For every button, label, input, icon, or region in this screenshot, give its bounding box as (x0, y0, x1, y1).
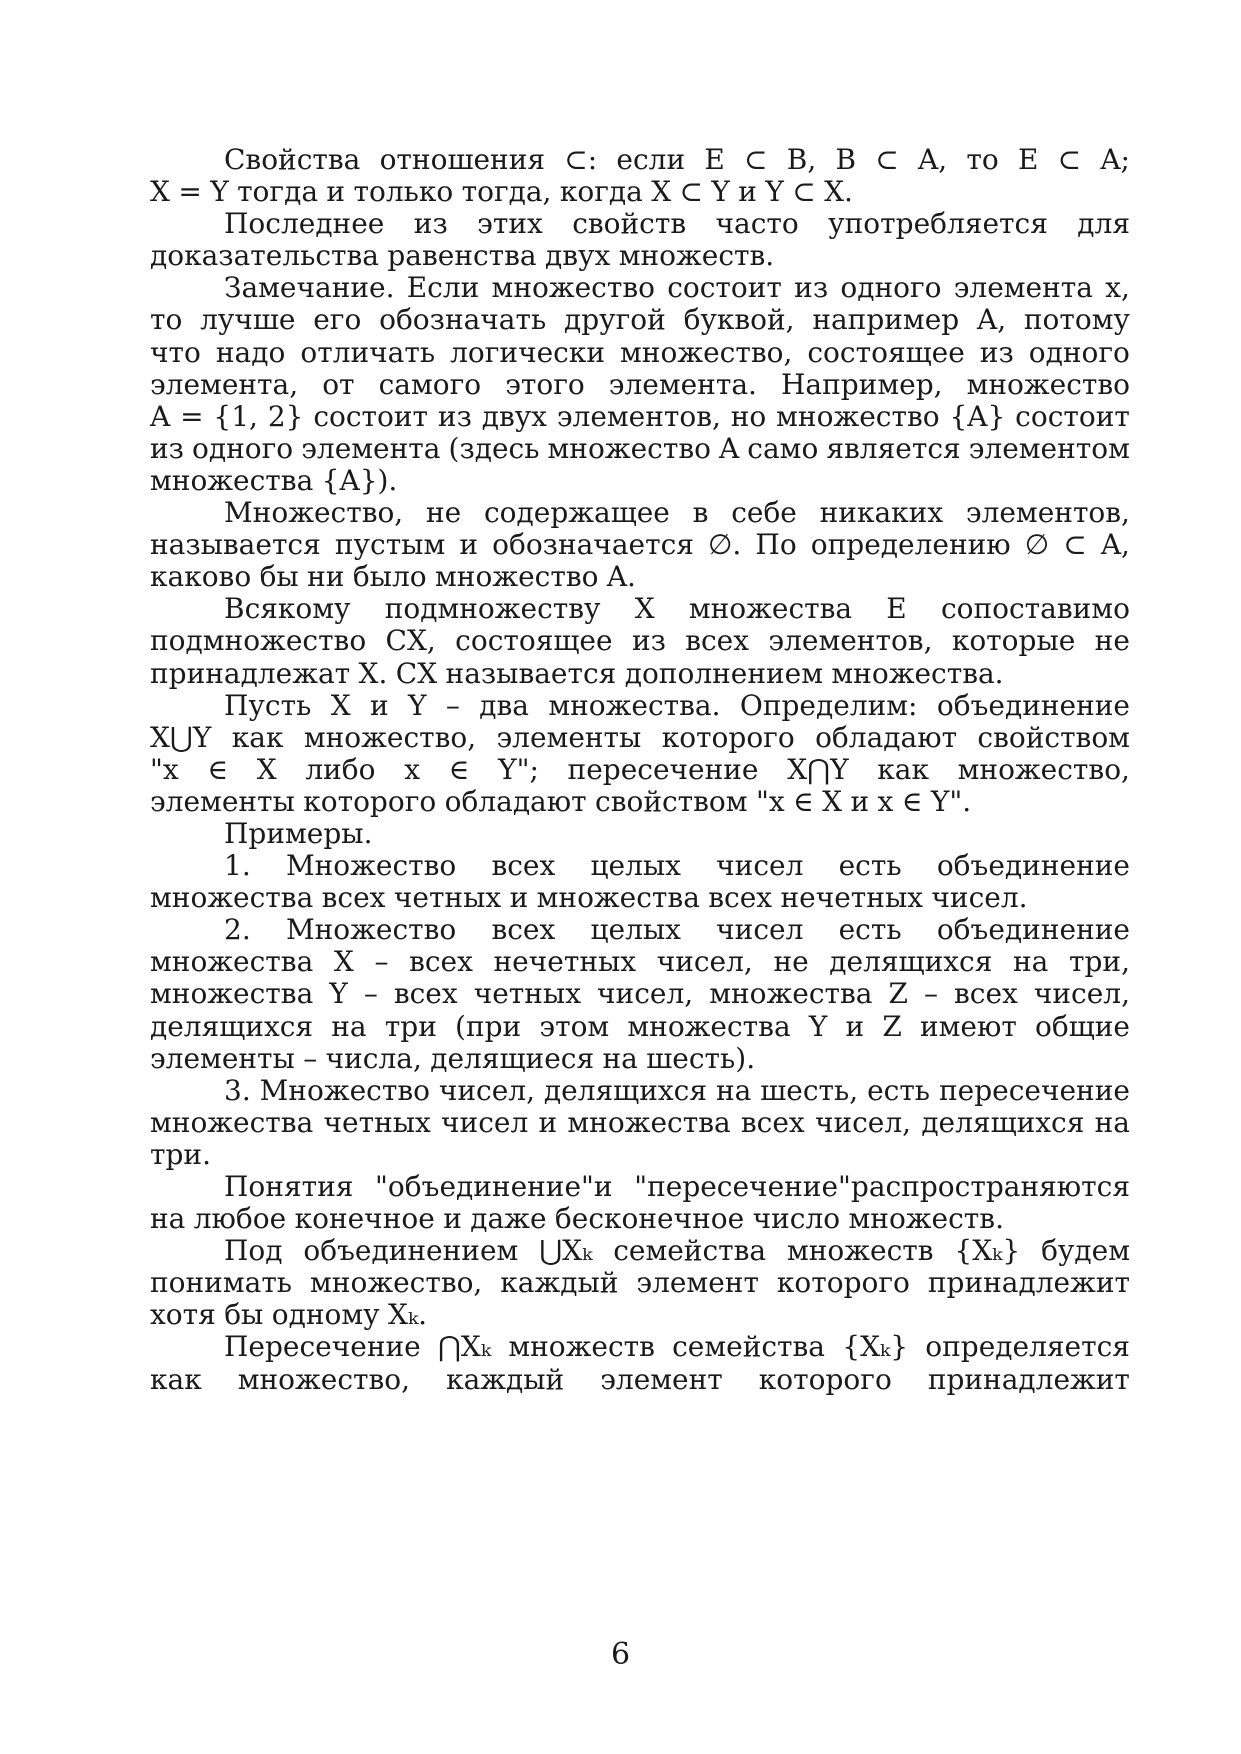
text-line: называется пустым и обозначается ∅. По определению ∅ ⊂ A, (150, 528, 1130, 562)
text-line: на любое конечное и даже бесконечное число множеств. (150, 1202, 1004, 1236)
text-line: из одного элемента (здесь множество A само является элементом (150, 431, 1130, 465)
text-line: 1. Множество всех целых чисел есть объединение (224, 849, 1130, 883)
text-line: Свойства отношения ⊂: если E ⊂ B, B ⊂ A, то E ⊂ A; (224, 143, 1130, 176)
text-line: Множество, не содержащее в себе никаких элементов, (224, 496, 1130, 530)
text-line: множества {A}). (150, 463, 398, 497)
text-line: "x ∈ X либо x ∈ Y"; пересечение X⋂Y как множество, (150, 752, 1130, 786)
text-line: Пересечение ⋂Xₖ множеств семейства {Xₖ} определяется (224, 1330, 1130, 1364)
text-line: подмножество CX, состоящее из всех элементов, которые не (150, 624, 1130, 658)
text-line: как множество, каждый элемент которого принадлежит (150, 1362, 1130, 1396)
text-line: каково бы ни было множество A. (150, 560, 636, 594)
text-line: Под объединением ⋃Xₖ семейства множеств {Xₖ} будем (224, 1234, 1130, 1268)
text-line: делящихся на три (при этом множества Y и Z имеют общие (150, 1009, 1130, 1043)
text-line: Примеры. (224, 816, 373, 850)
text-line: Всякому подмножеству X множества E сопоставимо (224, 592, 1130, 626)
text-line: доказательства равенства двух множеств. (150, 239, 775, 273)
document-page (150, 144, 1130, 1396)
text-line: X = Y тогда и только тогда, когда X ⊂ Y и Y ⊂ X. (150, 175, 853, 209)
text-line: A = {1, 2} состоит из двух элементов, но множество {A} состоит (150, 399, 1130, 433)
text-line: принадлежат X. CX называется дополнением множества. (150, 656, 1004, 690)
text-line: элемента, от самого этого элемента. Например, множество (150, 367, 1130, 401)
text-line: понимать множество, каждый элемент которого принадлежит (150, 1266, 1130, 1300)
text-line: Понятия "объединение"и "пересечение"распространяются (224, 1170, 1130, 1203)
text-line: множества четных чисел и множества всех чисел, делящихся на (150, 1105, 1130, 1139)
text-line: элементы – числа, делящиеся на шесть). (150, 1041, 756, 1075)
text-line: хотя бы одному Xₖ. (150, 1298, 428, 1332)
text-line: что надо отличать логически множество, состоящее из одного (150, 335, 1130, 369)
text-line: Последнее из этих свойств часто употребляется для (224, 207, 1130, 241)
text-line: Замечание. Если множество состоит из одного элемента x, (224, 271, 1130, 305)
text-line: Пусть X и Y – два множества. Определим: объединение (224, 688, 1130, 722)
text-line: множества X – всех нечетных чисел, не делящихся на три, (150, 945, 1130, 979)
text-line: X⋃Y как множество, элементы которого обладают свойством (150, 720, 1130, 754)
text-line: 3. Множество чисел, делящихся на шесть, есть пересечение (224, 1073, 1130, 1107)
page-number: 6 (610, 1637, 631, 1672)
text-line: множества всех четных и множества всех нечетных чисел. (150, 881, 1028, 915)
text-line: множества Y – всех четных чисел, множества Z – всех чисел, (150, 977, 1130, 1011)
text-line: три. (150, 1137, 211, 1171)
text-line: то лучше его обозначать другой буквой, например A, потому (150, 303, 1130, 337)
text-line: 2. Множество всех целых чисел есть объединение (224, 913, 1130, 947)
text-body (150, 144, 1130, 1396)
text-line: элементы которого обладают свойством "x ∈ X и x ∈ Y". (150, 784, 972, 818)
